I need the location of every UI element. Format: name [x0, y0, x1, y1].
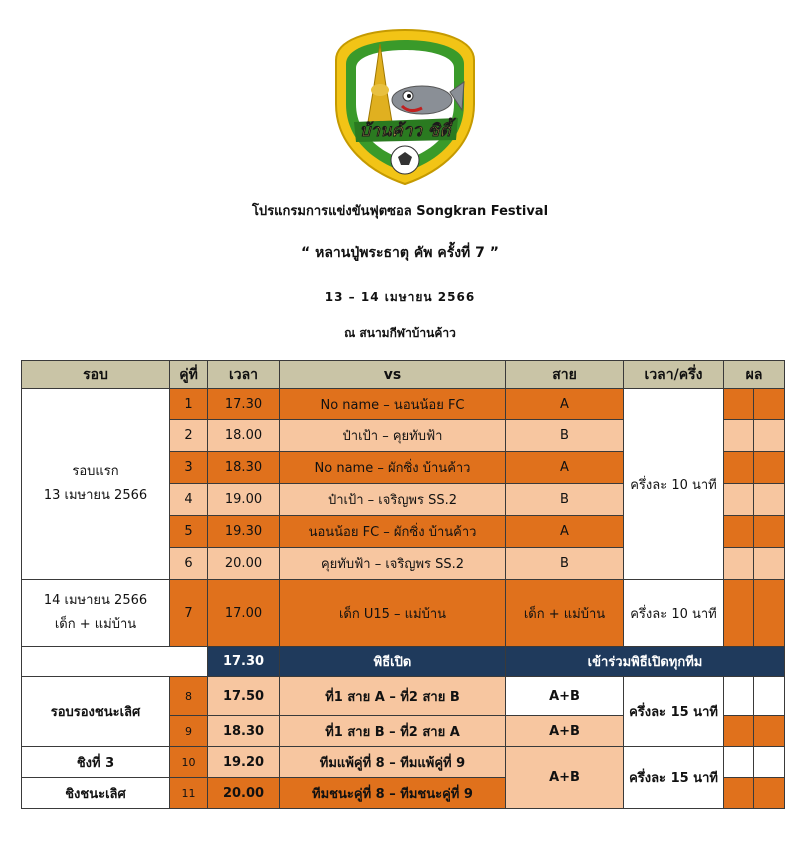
match-time: 18.30: [208, 452, 280, 484]
match-no: 6: [170, 548, 208, 580]
table-row: [22, 389, 785, 420]
match-vs: ที่1 สาย B – ที่2 สาย A: [280, 716, 506, 747]
result-cell: [754, 389, 785, 420]
ceremony-blank: [22, 647, 208, 677]
match-group: B: [506, 548, 624, 580]
result-cell: [754, 716, 785, 747]
match-group: A+B: [506, 677, 624, 716]
match-vs: เด็ก U15 – แม่บ้าน: [280, 580, 506, 647]
result-cell: [724, 516, 754, 548]
match-time: 19.20: [208, 747, 280, 778]
match-group: A: [506, 389, 624, 420]
match-time: 20.00: [208, 778, 280, 809]
result-cell: [754, 747, 785, 778]
match-vs: นอนน้อย FC – ผักซิ่ง บ้านค้าว: [280, 516, 506, 548]
match-no: 10: [170, 747, 208, 778]
table-row: [22, 747, 785, 778]
event-venue: ณ สนามกีฬาบ้านค้าว: [344, 326, 456, 340]
logo-text: บ้านค้าว ซิตี้: [359, 121, 451, 141]
match-vs: ป๋าเป้า – คุยทับฟ้า: [280, 420, 506, 452]
match-time: 19.00: [208, 484, 280, 516]
round-final: ชิงชนะเลิศ: [22, 778, 170, 809]
half-time-kids: ครึ่งละ 10 นาที: [624, 580, 724, 647]
header-time: เวลา: [208, 361, 280, 389]
match-group: B: [506, 420, 624, 452]
round-first-date: 13 เมษายน 2566: [43, 488, 148, 503]
match-vs: No name – ผักซิ่ง บ้านค้าว: [280, 452, 506, 484]
result-cell: [724, 580, 754, 647]
match-vs: ทีมชนะคู่ที่ 8 – ทีมชนะคู่ที่ 9: [280, 778, 506, 809]
match-vs: ทีมแพ้คู่ที่ 8 – ทีมแพ้คู่ที่ 9: [280, 747, 506, 778]
result-cell: [754, 778, 785, 809]
header-group: สาย: [506, 361, 624, 389]
match-time: 17.50: [208, 677, 280, 716]
round-third: ชิงที่ 3: [22, 747, 170, 778]
ceremony-time: 17.30: [208, 647, 280, 677]
result-cell: [754, 677, 785, 716]
round-kids: [22, 580, 170, 647]
result-cell: [724, 677, 754, 716]
table-row: [22, 677, 785, 716]
result-cell: [724, 484, 754, 516]
match-no: 2: [170, 420, 208, 452]
match-vs: ที่1 สาย A – ที่2 สาย B: [280, 677, 506, 716]
header-round: รอบ: [22, 361, 170, 389]
match-no: 11: [170, 778, 208, 809]
result-cell: [724, 452, 754, 484]
match-no: 5: [170, 516, 208, 548]
match-no: 8: [170, 677, 208, 716]
result-cell: [724, 420, 754, 452]
match-vs: No name – นอนน้อย FC: [280, 389, 506, 420]
table-row: [22, 580, 785, 647]
result-cell: [754, 484, 785, 516]
result-cell: [724, 389, 754, 420]
match-group: B: [506, 484, 624, 516]
result-cell: [754, 516, 785, 548]
round-semi: รอบรองชนะเลิศ: [22, 677, 170, 747]
match-no: 3: [170, 452, 208, 484]
match-time: 17.30: [208, 389, 280, 420]
match-vs: ป๋าเป้า – เจริญพร SS.2: [280, 484, 506, 516]
club-logo: [330, 26, 480, 186]
result-cell: [724, 716, 754, 747]
header-vs: vs: [280, 361, 506, 389]
match-time: 17.00: [208, 580, 280, 647]
result-cell: [724, 548, 754, 580]
match-time: 20.00: [208, 548, 280, 580]
header-result: ผล: [724, 361, 785, 389]
round-first-label: รอบแรก: [72, 464, 119, 479]
result-cell: [754, 452, 785, 484]
match-no: 1: [170, 389, 208, 420]
half-time-semi: ครึ่งละ 15 นาที: [624, 677, 724, 747]
half-time-first: ครึ่งละ 10 นาที: [624, 389, 724, 580]
event-dates: 13 – 14 เมษายน 2566: [324, 290, 476, 304]
event-title: โปรแกรมการแข่งขันฟุตซอล Songkran Festival: [251, 204, 549, 219]
match-group: เด็ก + แม่บ้าน: [506, 580, 624, 647]
schedule-table: [21, 360, 785, 809]
ceremony-label: พิธีเปิด: [280, 647, 506, 677]
header-match-no: คู่ที่: [170, 361, 208, 389]
ceremony-row: [22, 647, 785, 677]
round-first: [22, 389, 170, 580]
match-time: 18.30: [208, 716, 280, 747]
round-kids-label: เด็ก + แม่บ้าน: [54, 617, 137, 632]
match-vs: คุยทับฟ้า – เจริญพร SS.2: [280, 548, 506, 580]
result-cell: [724, 747, 754, 778]
match-time: 18.00: [208, 420, 280, 452]
ceremony-note: เข้าร่วมพิธีเปิดทุกทีม: [506, 647, 785, 677]
half-time-final: ครึ่งละ 15 นาที: [624, 747, 724, 809]
result-cell: [754, 548, 785, 580]
match-time: 19.30: [208, 516, 280, 548]
header-half-time: เวลา/ครึ่ง: [624, 361, 724, 389]
match-group: A: [506, 516, 624, 548]
result-cell: [724, 778, 754, 809]
final-group: A+B: [506, 747, 624, 809]
match-no: 4: [170, 484, 208, 516]
result-cell: [754, 580, 785, 647]
result-cell: [754, 420, 785, 452]
fish-mascot-icon: [392, 86, 452, 114]
match-no: 7: [170, 580, 208, 647]
event-subtitle: “ หลานปู่พระธาตุ คัพ ครั้งที่ 7 ”: [301, 245, 499, 261]
match-group: A+B: [506, 716, 624, 747]
table-header-row: [22, 361, 785, 389]
round-kids-date: 14 เมษายน 2566: [43, 593, 148, 608]
match-group: A: [506, 452, 624, 484]
match-no: 9: [170, 716, 208, 747]
